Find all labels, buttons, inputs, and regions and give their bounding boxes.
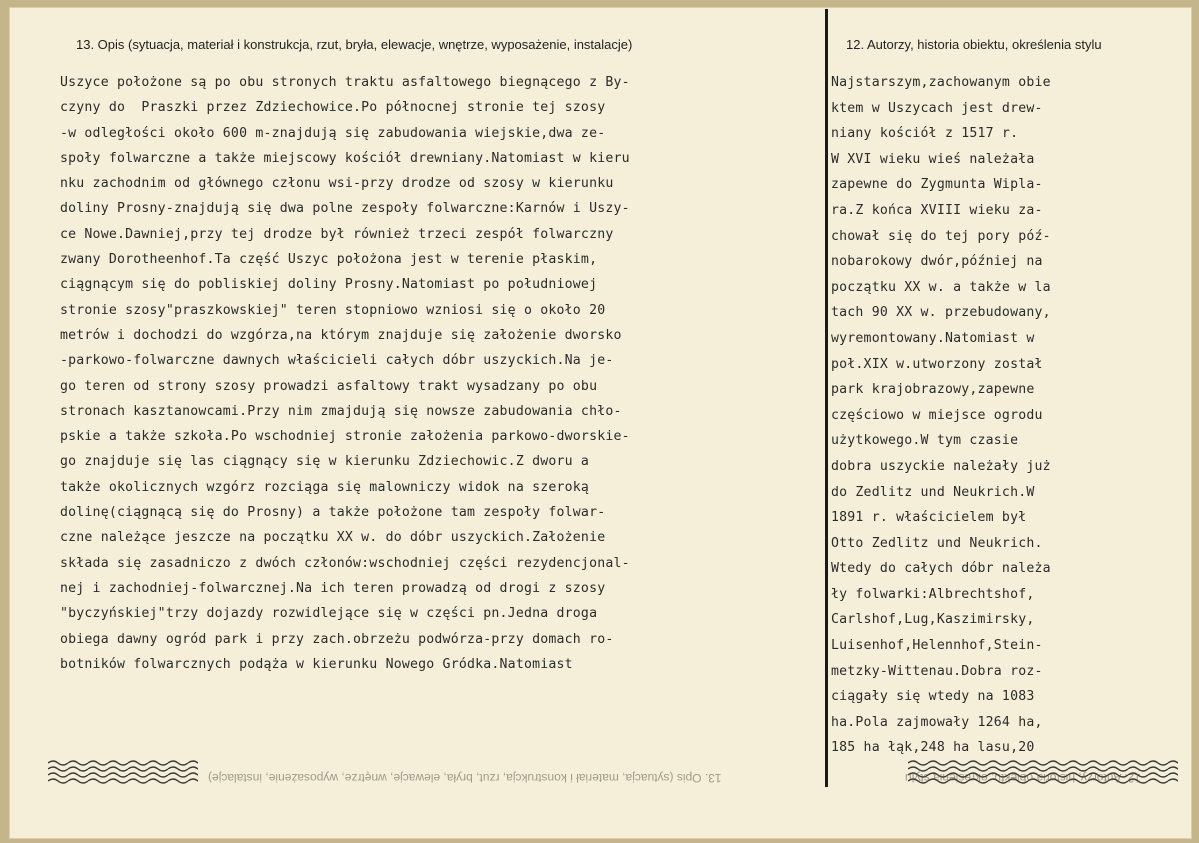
history-line: zapewne do Zygmunta Wipla- xyxy=(831,177,1043,193)
history-line: 1891 r. właścicielem był xyxy=(831,510,1027,526)
history-text xyxy=(831,70,1051,761)
show-through-heading-12: 12. Autorzy, historia obiektu, określenia stylu xyxy=(905,771,1141,785)
history-line: nobarokowy dwór,później na xyxy=(831,254,1043,270)
description-line: -parkowo-folwarczne dawnych właścicieli całych dóbr uszyckich.Na je- xyxy=(60,353,614,369)
history-line: Luisenhof,Helennhof,Stein- xyxy=(831,638,1043,654)
description-line: stronach kasztanowcami.Przy nim zmajdują się nowsze zabudowania chło- xyxy=(60,403,622,419)
description-line: Uszyce położone są po obu stronych traktu asfaltowego biegnącego z By- xyxy=(60,75,630,90)
section-12-heading: 12. Autorzy, historia obiektu, określenia stylu xyxy=(846,37,1102,52)
description-line: go teren od strony szosy prowadzi asfaltowy trakt wysadzany po obu xyxy=(60,378,598,394)
history-line: Wtedy do całych dóbr należa xyxy=(831,561,1051,577)
description-line: -w odległości około 600 m-znajdują się zabudowania wiejskie,dwa ze- xyxy=(60,125,606,141)
history-line: ciągały się wtedy na 1083 xyxy=(831,689,1035,705)
description-line: "byczyńskiej"trzy dojazdy rozwidlejące się w części pn.Jedna droga xyxy=(60,606,598,622)
history-line: dobra uszyckie należały już xyxy=(831,458,1051,474)
history-line: niany kościół z 1517 r. xyxy=(831,126,1019,142)
show-through-heading-13: 13. Opis (sytuacja, materiał i konstrukcja, rzut, bryła, elewacje, wnętrze, wyposażenie, instalacje) xyxy=(208,771,722,785)
history-line: chował się do tej pory póź- xyxy=(831,228,1051,244)
description-line: pskie a także szkoła.Po wschodniej stronie założenia parkowo-dworskie- xyxy=(60,429,630,445)
description-line: nku zachodnim od głównego członu wsi-przy drodze od szosy w kierunku xyxy=(60,176,614,192)
history-line: park krajobrazowy,zapewne xyxy=(831,382,1035,398)
history-line: użytkowego.W tym czasie xyxy=(831,433,1019,449)
history-line: Carlshof,Lug,Kaszimirsky, xyxy=(831,612,1035,628)
description-line: stronie szosy"praszkowskiej" teren stopniowo wzniosi się o około 20 xyxy=(60,302,606,318)
description-line: czyny do Praszki przez Zdziechowice.Po północnej stronie tej szosy xyxy=(60,100,606,116)
history-line: początku XX w. a także w la xyxy=(831,279,1051,295)
description-line: go znajduje się las ciągnący się w kierunku Zdziechowic.Z dworu a xyxy=(60,454,590,470)
history-line: poł.XIX w.utworzony został xyxy=(831,356,1043,372)
description-line: metrów i dochodzi do wzgórza,na którym znajduje się założenie dworsko xyxy=(60,327,622,343)
history-line: ra.Z końca XVIII wieku za- xyxy=(831,202,1043,218)
history-line: 185 ha łąk,248 ha lasu,20 xyxy=(831,740,1035,756)
description-line: społy folwarczne a także miejscowy kościół drewniany.Natomiast w kieru xyxy=(60,150,630,166)
section-13-heading: 13. Opis (sytuacja, materiał i konstrukcja, rzut, bryła, elewacje, wnętrze, wyposażenie, instalacje) xyxy=(76,37,633,52)
description-line: czne należące jeszcze na początku XX w. do dóbr uszyckich.Założenie xyxy=(60,530,606,546)
description-line: doliny Prosny-znajdują się dwa polne zespoły folwarczne:Karnów i Uszy- xyxy=(60,201,630,217)
history-line: W XVI wieku wieś należała xyxy=(831,151,1035,167)
history-line: ły folwarki:Albrechtshof, xyxy=(831,586,1035,602)
description-line: botników folwarcznych podąża w kierunku Nowego Gródka.Natomiast xyxy=(60,656,573,672)
history-line: Najstarszym,zachowanym obie xyxy=(831,75,1051,90)
column-divider xyxy=(825,9,828,787)
history-line: wyremontowany.Natomiast w xyxy=(831,330,1035,346)
history-line: tach 90 XX w. przebudowany, xyxy=(831,305,1051,321)
description-line: ciągnącym się do pobliskiej doliny Prosny.Natomiast po południowej xyxy=(60,277,598,293)
description-line: także okolicznych wzgórz rozciąga się malowniczy widok na szeroką xyxy=(60,479,590,495)
description-line: obiega dawny ogród park i przy zach.obrzeżu podwórza-przy domach ro- xyxy=(60,631,614,647)
history-line: ha.Pola zajmowały 1264 ha, xyxy=(831,714,1043,730)
description-text xyxy=(60,70,630,677)
history-line: metzky-Wittenau.Dobra roz- xyxy=(831,663,1043,679)
description-line: składa się zasadniczo z dwóch członów:wschodniej części rezydencjonal- xyxy=(60,555,630,571)
history-line: częściowo w miejsce ogrodu xyxy=(831,407,1043,423)
description-line: zwany Dorotheenhof.Ta część Uszyc położona jest w terenie płaskim, xyxy=(60,252,598,268)
description-line: ce Nowe.Dawniej,przy tej drodze był również trzeci zespół folwarczny xyxy=(60,226,614,242)
description-line: nej i zachodniej-folwarcznej.Na ich teren prowadzą od drogi z szosy xyxy=(60,580,606,596)
history-line: ktem w Uszycach jest drew- xyxy=(831,100,1043,116)
history-line: do Zedlitz und Neukrich.W xyxy=(831,484,1035,500)
description-line: dolinę(ciągnącą się do Prosny) a także położone tam zespoły folwar- xyxy=(60,505,606,521)
history-line: Otto Zedlitz und Neukrich. xyxy=(831,535,1043,551)
